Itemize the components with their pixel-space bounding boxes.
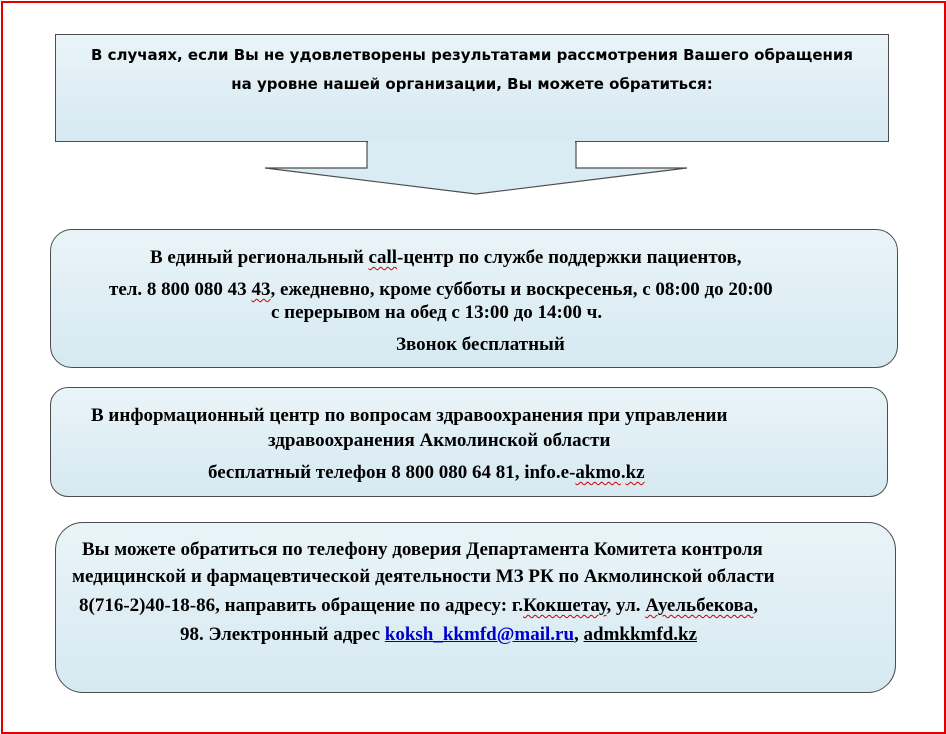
callcenter-line-2: тел. 8 800 080 43 43, ежедневно, кроме субботы и воскресенья, с 08:00 до 20:00 <box>109 279 773 300</box>
infocenter-line-1: В информационный центр по вопросам здравоохранения при управлении <box>91 405 728 426</box>
site-link[interactable]: admkkmfd.kz <box>583 624 698 645</box>
infocenter-line-2: здравоохранения Акмолинской области <box>268 430 611 451</box>
header-line-1: В случаях, если Вы не удовлетворены результатами рассмотрения Вашего обращения <box>90 46 854 64</box>
email-link[interactable]: koksh_kkmfd@mail.ru <box>384 624 575 645</box>
callcenter-line-4: Звонок бесплатный <box>396 334 565 355</box>
department-line-3: 8(716-2)40-18-86, направить обращение по адресу: г.Кокшетау, ул. Ауельбекова, <box>79 595 758 616</box>
callcenter-line-1: В единый региональный call-центр по службе поддержки пациентов, <box>150 247 742 268</box>
callcenter-line-3: с перерывом на обед с 13:00 до 14:00 ч. <box>271 302 603 323</box>
infocenter-box <box>50 387 888 497</box>
callcenter-box <box>50 229 898 368</box>
department-line-2: медицинской и фармацевтической деятельности МЗ РК по Акмолинской области <box>72 566 775 587</box>
department-box <box>55 522 896 693</box>
department-line-1: Вы можете обратиться по телефону доверия Департамента Комитета контроля <box>82 539 763 560</box>
department-line-4: 98. Электронный адрес koksh_kkmfd@mail.ru, admkkmfd.kz <box>180 624 698 645</box>
infocenter-line-3: бесплатный телефон 8 800 080 64 81, info.e-akmo.kz <box>208 462 645 483</box>
header-line-2: на уровне нашей организации, Вы можете обратиться: <box>231 75 713 93</box>
